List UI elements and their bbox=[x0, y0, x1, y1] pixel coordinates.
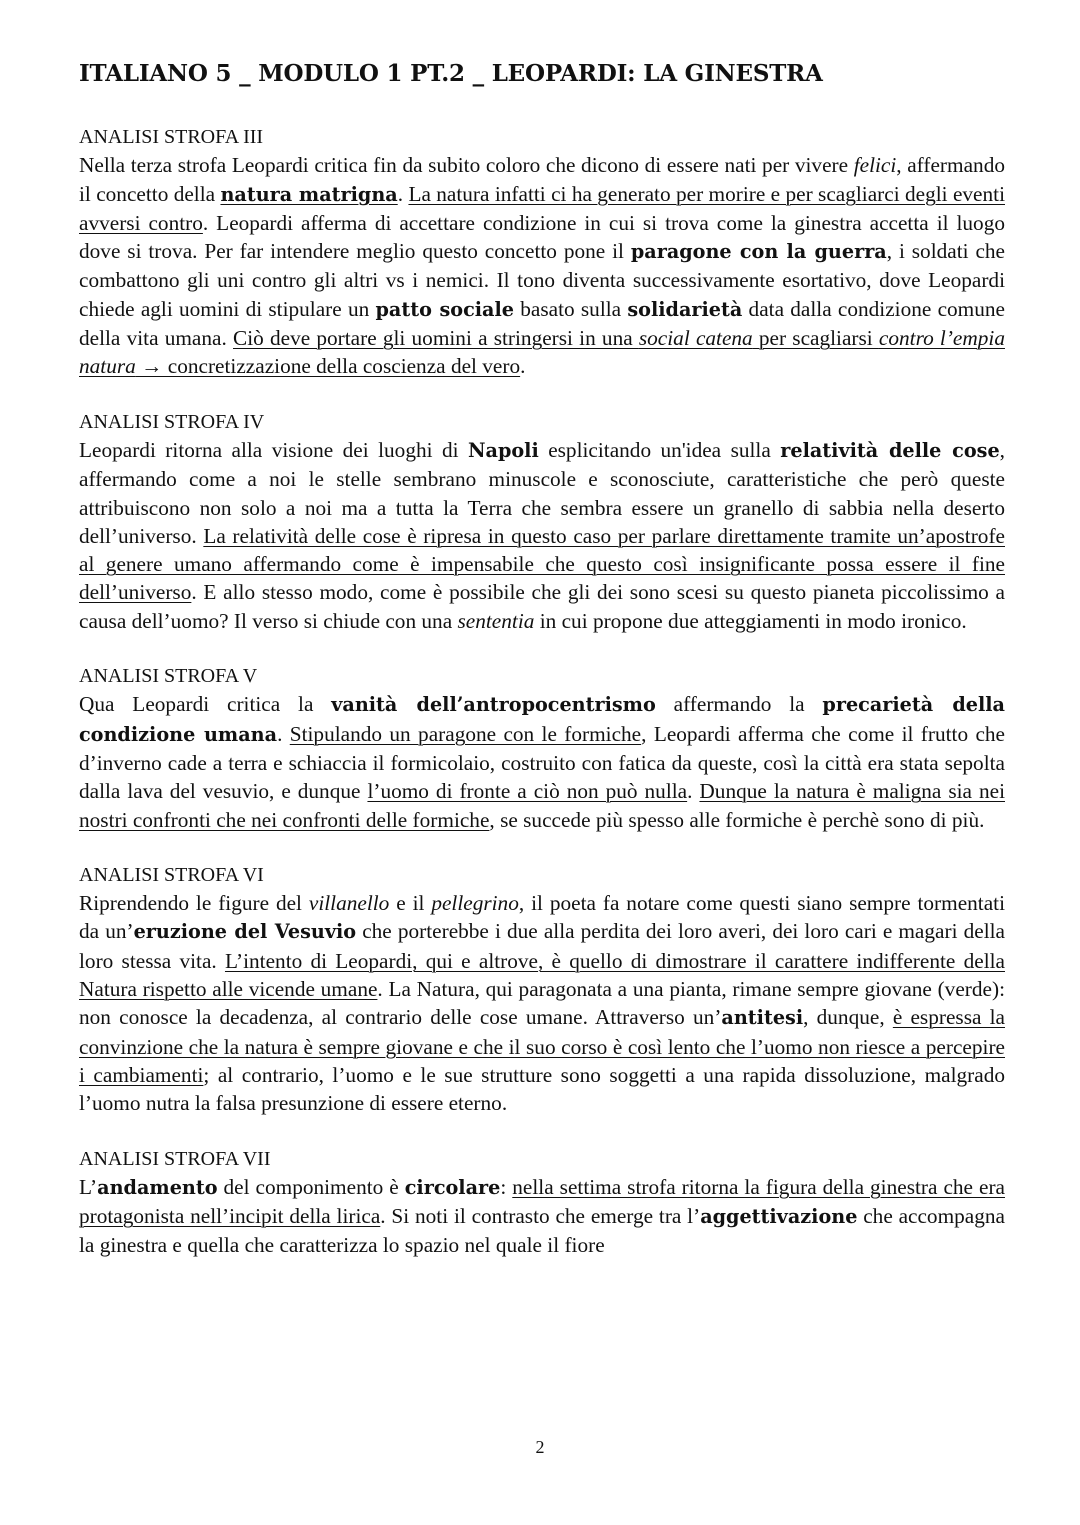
section-body: Leopardi ritorna alla visione dei luoghi di Napoli esplicitando un'idea sulla relatività delle cose, affermando come a noi le stelle sembrano minuscole e sconosciute, caratteristiche che però queste attribuiscono non solo a noi ma a tutta la Terra che sembra essere un granello di sabbia nella deserto dell’universo. La relatività delle cose è ripresa in questo caso per parlare direttamente tramite un’apostrofe al genere umano affermando come è impensabile che questo così insignificante possa essere il fine dell’universo. E allo stesso modo, come è possibile che gli dei sono scesi su questo pianeta piccolissimo a causa dell’uomo? Il verso si chiude con una sententia in cui propone due atteggiamenti in modo ironico. bbox=[79, 437, 1005, 633]
section-strofa-vi bbox=[79, 861, 1005, 1118]
section-body: Nella terza strofa Leopardi critica fin da subito coloro che dicono di essere nati per vivere felici, affermando il concetto della natura matrigna. La natura infatti ci ha generato per morire e per scagliarci degli eventi avversi contro. Leopardi afferma di accettare condizione in cui si trova come la ginestra accetta il luogo dove si trova. Per far intendere meglio questo concetto pone il paragone con la guerra, i soldati che combattono gli uni contro gli altri vs i nemici. Il tono diventa successivamente esortativo, dove Leopardi chiede agli uomini di stipulare un patto sociale basato sulla solidarietà data dalla condizione comune della vita umana. Ciò deve portare gli uomini a stringersi in una social catena per scagliarsi contro l’empia natura → concretizzazione della coscienza del vero. bbox=[79, 153, 1006, 379]
section-heading: ANALISI STROFA III bbox=[79, 126, 264, 148]
section-strofa-iv bbox=[79, 408, 1005, 635]
section-strofa-v bbox=[79, 662, 1005, 834]
document-title: ITALIANO 5 _ MODULO 1 PT.2 _ LEOPARDI: LA GINESTRA bbox=[79, 60, 823, 87]
section-heading: ANALISI STROFA V bbox=[79, 665, 258, 688]
section-body: Qua Leopardi critica la vanità dell’antropocentrismo affermando la precarietà della condizione umana. Stipulando un paragone con le formiche, Leopardi afferma che come il frutto che d’inverno cade a terra e schiaccia il formicolaio, costruito con fatica da queste, così la città era stata sepolta dalla lava del vesuvio, e dunque l’uomo di fronte a ciò non può nulla. Dunque la natura è maligna sia nei nostri confronti che nei confronti delle formiche, se succede più spesso alle formiche è perchè sono di più. bbox=[79, 692, 1005, 832]
document-page bbox=[79, 60, 1005, 1287]
section-strofa-iii bbox=[79, 123, 1005, 381]
page-number: 2 bbox=[535, 1437, 545, 1457]
section-strofa-vii bbox=[79, 1145, 1005, 1260]
section-heading: ANALISI STROFA VI bbox=[79, 863, 264, 886]
section-body: Riprendendo le figure del villanello e il pellegrino, il poeta fa notare come questi siano sempre tormentati da un’eruzione del Vesuvio che porterebbe i due alla perdita dei loro averi, dei loro cari e magari della loro stessa vita. L’intento di Leopardi, qui e altrove, è quello di dimostrare il carattere indifferente della Natura rispetto alle vicende umane. La Natura, qui paragonata a una pianta, rimane sempre giovane (verde): non conosce la decadenza, al contrario delle cose umane. Attraverso un’antitesi, dunque, è espressa la convinzione che la natura è sempre giovane e che il suo corso è così lento che l’uomo non riesce a percepire i cambiamenti; al contrario, l’uomo e le sue strutture sono soggetti a una rapida dissoluzione, malgrado l’uomo nutra la falsa presunzione di essere eterno. bbox=[79, 891, 1006, 1116]
section-body: L’andamento del componimento è circolare: nella settima strofa ritorna la figura della ginestra che era protagonista nell’incipit della lirica. Si noti il contrasto che emerge tra l’aggettivazione che accompagna la ginestra e quella che caratterizza lo spazio nel quale il fiore bbox=[79, 1174, 1005, 1258]
section-heading: ANALISI STROFA VII bbox=[79, 1147, 271, 1170]
section-heading: ANALISI STROFA IV bbox=[79, 410, 265, 433]
